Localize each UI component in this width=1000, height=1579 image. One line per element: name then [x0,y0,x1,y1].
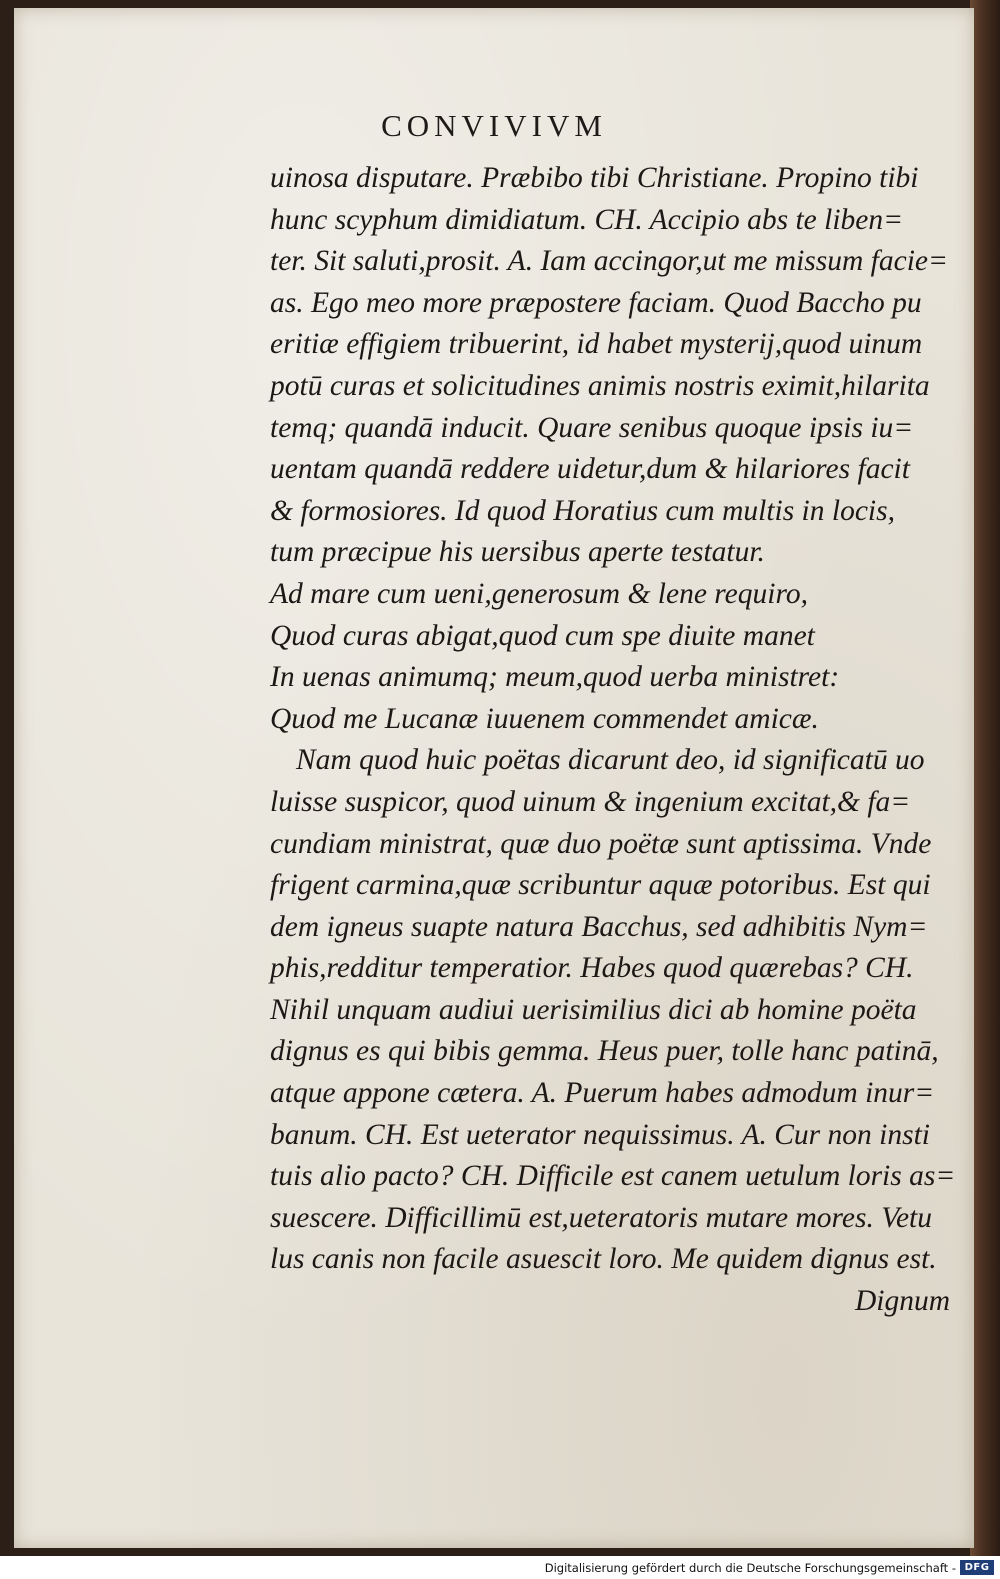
catchword: Dignum [854,1285,950,1318]
text-line: tuis alio pacto? CH. Difficile est canem uetulum loris as= [270,1160,956,1193]
text-line: & formosiores. Id quod Horatius cum multis in locis, [270,494,895,527]
text-line: Nihil unquam audiui uerisimilius dici ab homine poëta [270,993,917,1026]
text-line: frigent carmina,quæ scribuntur aquæ potoribus. Est qui [270,869,931,902]
text-line: Nam quod huic poëtas dicarunt deo, id significatū uo [296,744,925,777]
text-line: phis,redditur temperatior. Habes quod quærebas? CH. [270,952,914,985]
text-line: tum præcipue his uersibus aperte testatur. [270,536,765,569]
verse-line: In uenas animumq; meum,quod uerba ministret: [270,661,840,694]
verse-line: Quod me Lucanæ iuuenem commendet amicæ. [270,702,819,735]
book-binding [970,0,1000,1556]
text-line: lus canis non facile asuescit loro. Me quidem dignus est. [270,1243,937,1276]
text-line: uentam quandā reddere uidetur,dum & hilariores facit [270,453,910,486]
text-line: as. Ego meo more præpostere faciam. Quod Baccho pu [270,286,922,319]
text-line: hunc scyphum dimidiatum. CH. Accipio abs te liben= [270,203,904,236]
dfg-logo: DFG [960,1560,994,1575]
digitization-footer [0,1556,1000,1579]
text-line: banum. CH. Est ueterator nequissimus. A. Cur non insti [270,1118,930,1151]
text-line: suescere. Difficillimū est,ueteratoris mutare mores. Vetu [270,1201,933,1234]
text-line: temq; quandā inducit. Quare senibus quoque ipsis iu= [270,411,914,444]
text-line: uinosa disputare. Præbibo tibi Christiane. Propino tibi [270,162,919,194]
verse-line: Quod curas abigat,quod cum spe diuite manet [270,619,815,652]
text-line: luisse suspicor, quod uinum & ingenium excitat,& fa= [270,785,911,818]
funding-notice: Digitalisierung gefördert durch die Deutsche Forschungsgemeinschaft - [544,1561,956,1575]
text-line: ter. Sit saluti,prosit. A. Iam accingor,ut me missum facie= [270,245,948,278]
text-line: dem igneus suapte natura Bacchus, sed adhibitis Nym= [270,910,928,943]
verse-line: Ad mare cum ueni,generosum & lene requiro, [270,577,808,610]
running-head: CONVIVIVM [381,108,607,143]
text-line: cundiam ministrat, quæ duo poëtæ sunt aptissima. Vnde [270,827,932,860]
book-page [14,8,974,1548]
text-block [270,158,956,1323]
text-line: dignus es qui bibis gemma. Heus puer, tolle hanc patinā, [270,1035,939,1068]
text-line: potū curas et solicitudines animis nostris eximit,hilarita [270,369,930,402]
text-line: eritiæ effigiem tribuerint, id habet mysterij,quod uinum [270,328,923,361]
text-line: atque appone cætera. A. Puerum habes admodum inur= [270,1077,935,1110]
